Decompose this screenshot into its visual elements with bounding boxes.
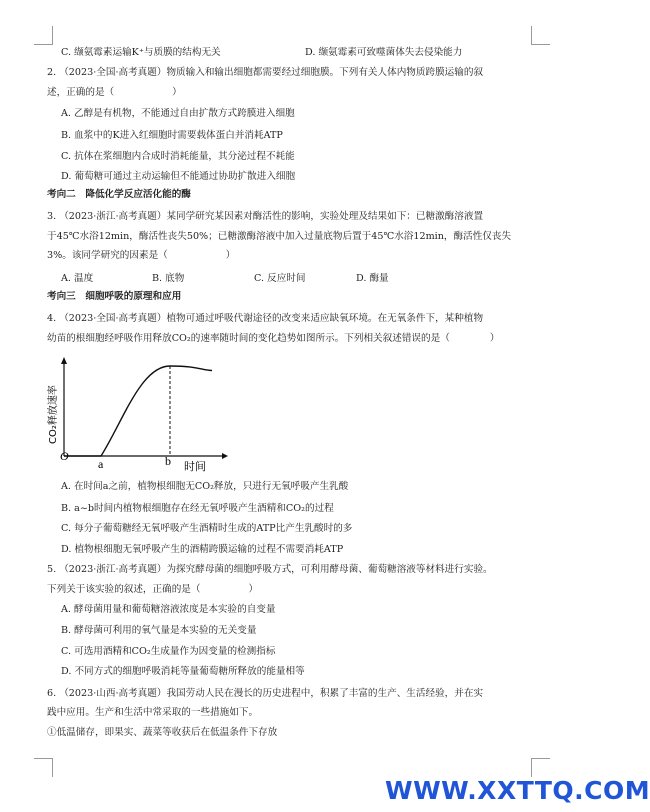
q2-option-b: B. 血浆中的K进入红细胞时需要载体蛋白并消耗ATP	[61, 130, 283, 141]
q2-stem-line2: 述，正确的是（ ）	[47, 87, 182, 98]
q6-stem-line1: 6. （2023·山西·高考真题）我国劳动人民在漫长的历史进程中，积累了丰富的生产、生活经验，并在实	[47, 688, 484, 699]
q4-option-a: A. 在时间a之前，植物根细胞无CO₂释放，只进行无氧呼吸产生乳酸	[61, 481, 349, 492]
q5-option-d: D. 不同方式的细胞呼吸消耗等量葡萄糖所释放的能量相等	[61, 666, 305, 677]
q1-option-c: C. 缬氨霉素运输K⁺与质膜的结构无关	[61, 47, 221, 58]
q3-option-b: B. 底物	[152, 273, 185, 284]
q5-option-a: A. 酵母菌用量和葡萄糖溶液浓度是本实验的自变量	[61, 604, 276, 615]
q3-option-c: C. 反应时间	[254, 273, 306, 284]
co2-release-graph	[44, 356, 234, 476]
y-axis-label: CO₂释放速率	[48, 385, 59, 444]
origin-label: O	[60, 449, 69, 463]
q2-option-d: D. 葡萄糖可通过主动运输但不能通过协助扩散进入细胞	[61, 171, 296, 182]
q3-option-a: A. 温度	[61, 273, 94, 284]
q4-stem-line1: 4. （2023·全国·高考真题）植物可通过呼吸代谢途径的改变来适应缺氧环境。在无氧条件下，某种植物	[47, 313, 484, 324]
a-tick-label: a	[98, 457, 104, 471]
crop-mark-bottom-right	[531, 758, 550, 777]
q4-option-d: D. 植物根细胞无氧呼吸产生的酒精跨膜运输的过程不需要消耗ATP	[61, 544, 344, 555]
q6-stem-line2: 践中应用。生产和生活中常采取的一些措施如下。	[47, 707, 259, 718]
x-axis-arrow	[222, 453, 228, 459]
site-watermark: WWW.XXTTQ.COM	[385, 776, 650, 805]
crop-mark-bottom-left	[34, 758, 53, 777]
q5-stem-line1: 5. （2023·浙江·高考真题）为探究酵母菌的细胞呼吸方式，可利用酵母菌、葡萄糖溶液等材料进行实验。	[47, 564, 493, 575]
q4-stem-line2: 幼苗的根细胞经呼吸作用释放CO₂的速率随时间的变化趋势如图所示。下列相关叙述错误的是（ ）	[47, 333, 500, 344]
q6-item-1: ①低温储存，即果实、蔬菜等收获后在低温条件下存放	[47, 727, 278, 738]
q5-option-b: B. 酵母菌可利用的氧气量是本实验的无关变量	[61, 625, 257, 636]
section-heading-enzymes: 考向二 降低化学反应活化能的酶	[47, 189, 191, 200]
q2-option-c: C. 抗体在浆细胞内合成时消耗能量，其分泌过程不耗能	[61, 151, 295, 162]
q3-stem-line2: 于45℃水浴12min，酶活性丧失50%；已糖激酶溶液中加入过量底物后置于45℃水浴12min，酶活性仅丧失	[47, 231, 512, 242]
q2-stem-line1: 2. （2023·全国·高考真题）物质输入和输出细胞都需要经过细胞膜。下列有关人体内物质跨膜运输的叙	[47, 67, 484, 78]
q1-option-d: D. 缬氨霉素可致噬菌体失去侵染能力	[305, 47, 463, 58]
q3-stem-line1: 3. （2023·浙江·高考真题）某同学研究某因素对酶活性的影响，实验处理及结果如下：已糖激酶溶液置	[47, 211, 484, 222]
q3-option-d: D. 酶量	[356, 273, 389, 284]
q4-option-b: B. a~b时间内植物根细胞存在经无氧呼吸产生酒精和CO₂的过程	[61, 503, 334, 514]
q3-stem-line3: 3%。该同学研究的因素是（ ）	[47, 250, 236, 261]
y-axis-arrow	[61, 357, 67, 364]
crop-mark-top-right	[531, 26, 550, 45]
x-axis-label: 时间	[184, 460, 206, 473]
section-heading-respiration: 考向三 细胞呼吸的原理和应用	[47, 291, 182, 302]
q4-option-c: C. 每分子葡萄糖经无氧呼吸产生酒精时生成的ATP比产生乳酸时的多	[61, 523, 353, 534]
q2-option-a: A. 乙醇是有机物，不能通过自由扩散方式跨膜进入细胞	[61, 108, 295, 119]
crop-mark-top-left	[34, 26, 53, 45]
q5-stem-line2: 下列关于该实验的叙述，正确的是（ ）	[47, 584, 259, 595]
b-tick-label: b	[165, 454, 171, 468]
co2-curve	[64, 366, 212, 456]
q5-option-c: C. 可选用酒精和CO₂生成量作为因变量的检测指标	[61, 646, 276, 657]
